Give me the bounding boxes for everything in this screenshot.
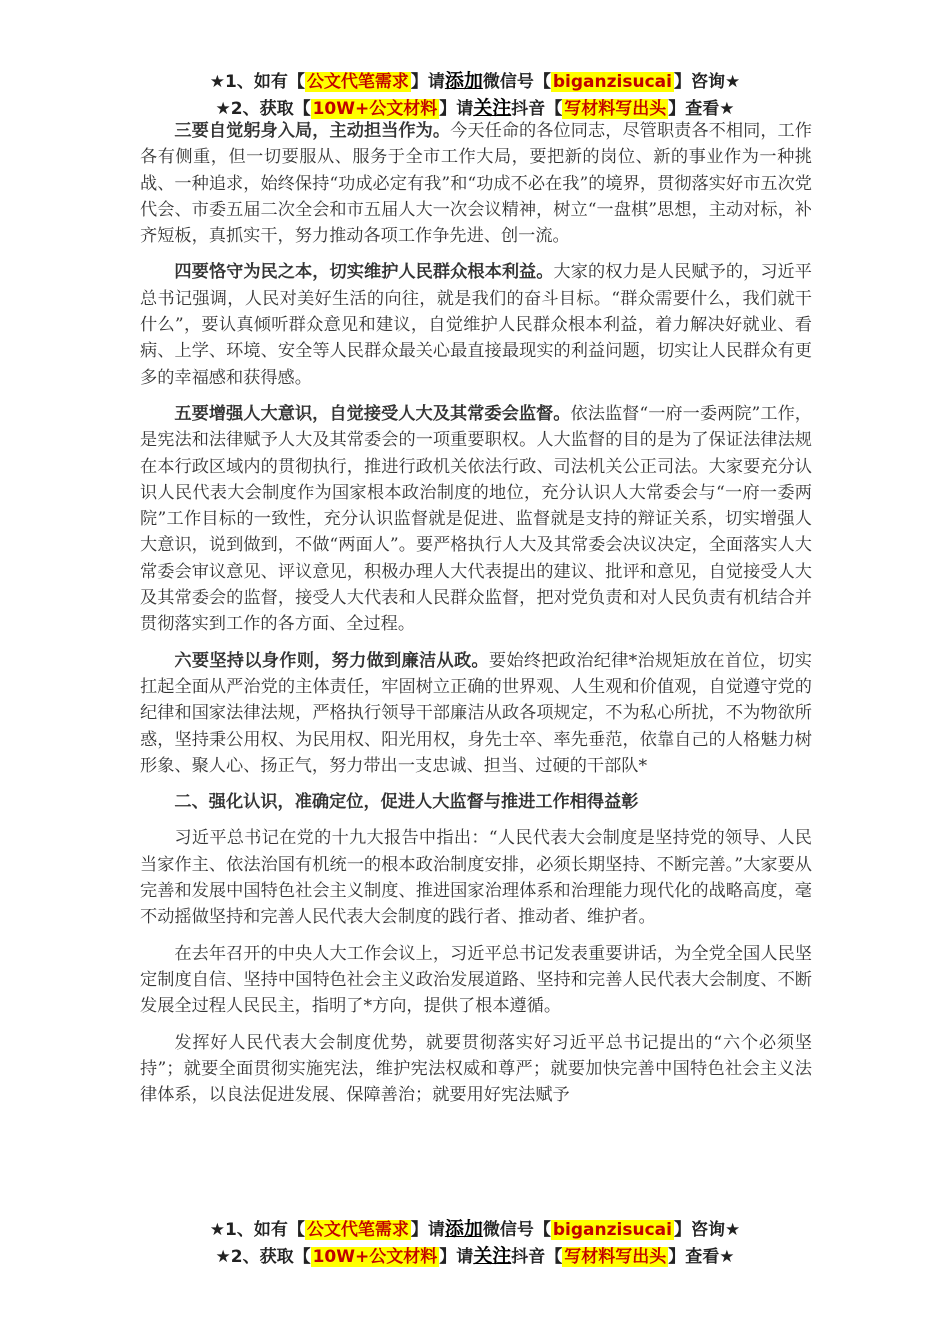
highlight-materials: 10W+公文材料 [312,99,438,119]
footer-banner [0,1216,950,1270]
highlight-ghostwriting: 公文代笔需求 [306,72,409,92]
paragraph-6: 六要坚持以身作则，努力做到廉洁从政。要始终把政治纪律*治规矩放在首位，切实扛起全面从严治党的主体责任，牢固树立正确的世界观、人生观和价值观，自觉遵守党的纪律和国家法律法规，严格执行领导干部廉洁从政各项规定，不为私心所扰，不为物欲所惑，坚持秉公用权、为民用权、阳光用权，身先士卒、率先垂范，依靠自己的人格魅力树形象、聚人心、扬正气，努力带出一支忠诚、担当、过硬的干部队* [140,650,812,776]
banner-line-1: ★1、如有【 公文代笔需求 】请添加微信号【 biganzisucai 】咨询★ [209,70,741,92]
star-icon: ★ [209,72,226,92]
paragraph-body-2: 在去年召开的中央人大工作会议上，习近平总书记发表重要讲话，为全党全国人民坚定制度自信、坚持中国特色社会主义政治发展道路、坚持和完善人民代表大会制度、不断发展全过程人民民主，指明了*方向，提供了根本遵循。 [140,943,812,1017]
star-icon: ★ [215,1247,231,1267]
paragraph-3: 三要自觉躬身入局，主动担当作为。今天任命的各位同志，尽管职责各不相同，工作各有侧重，但一切要服从、服务于全市工作大局，要把新的岗位、新的事业作为一种挑战、一种追求，始终保持“功成必定有我”和“功成不必在我”的境界，贯彻落实好市五次党代会、市委五届二次全会和市五届人大一次会议精神，树立“一盘棋”思想，主动对标，补齐短板，真抓实干，努力推动各项工作争先进、创一流。 [140,121,812,247]
paragraph-body-3: 发挥好人民代表大会制度优势，就要贯彻落实好习近平总书记提出的“六个必须坚持”；就要全面贯彻实施宪法，维护宪法权威和尊严；就要加快完善中国特色社会主义法律体系，以良法促进发展、保障善治；就要用好宪法赋予 [140,1032,812,1106]
banner-line-1: ★1、如有【 公文代笔需求 】请添加微信号【 biganzisucai 】咨询★ [209,1218,741,1240]
banner-line-2: ★2、获取【 10W+公文材料 】请关注抖音【 写材料写出头 】查看★ [215,1245,735,1267]
banner-line-2: ★2、获取【 10W+公文材料 】请关注抖音【 写材料写出头 】查看★ [215,97,735,119]
paragraph-5: 五要增强人大意识，自觉接受人大及其常委会监督。依法监督“一府一委两院”工作，是宪法和法律赋予人大及其常委会的一项重要职权。人大监督的目的是为了保证法律法规在本行政区域内的贯彻执行，推进行政机关依法行政、司法机关公正司法。大家要充分认识人民代表大会制度作为国家根本政治制度的地位，充分认识人大常委会与“一府一委两院”工作目标的一致性，充分认识监督就是促进、监督就是支持的辩证关系，切实增强人大意识，说到做到，不做“两面人”。要严格执行人大及其常委会决议决定，全面落实人大常委会审议意见、评议意见，积极办理人大代表提出的建议、批评和意见，自觉接受人大及其常委会的监督，接受人大代表和人民群众监督，把对党负责和对人民负责有机结合并贯彻落实到工作的各方面、全过程。 [140,403,812,635]
star-icon: ★ [209,1220,226,1240]
star-icon: ★ [215,99,231,119]
document-body [140,118,812,1118]
paragraph-body-1: 习近平总书记在党的十九大报告中指出：“人民代表大会制度是坚持党的领导、人民当家作主、依法治国有机统一的根本政治制度安排，必须长期坚持、不断完善。”大家要从完善和发展中国特色社会主义制度、推进国家治理体系和治理能力现代化的战略高度，毫不动摇做坚持和完善人民代表大会制度的践行者、推动者、维护者。 [140,828,812,928]
highlight-douyin: 写材料写出头 [564,99,667,119]
header-banner [0,68,950,122]
highlight-materials: 10W+公文材料 [312,1247,438,1267]
paragraph-4: 四要恪守为民之本，切实维护人民群众根本利益。大家的权力是人民赋予的，习近平总书记强调，人民对美好生活的向往，就是我们的奋斗目标。“群众需要什么，我们就干什么”，要认真倾听群众意见和建议，自觉维护人民群众根本利益，着力解决好就业、看病、上学、环境、安全等人民群众最关心最直接最现实的利益问题，切实让人民群众有更多的幸福感和获得感。 [140,262,812,388]
section-heading: 二、强化认识，准确定位，促进人大监督与推进工作相得益彰 [174,792,639,813]
highlight-wechat-id: biganzisucai [552,1220,672,1240]
highlight-douyin: 写材料写出头 [564,1247,667,1267]
highlight-wechat-id: biganzisucai [552,72,672,92]
highlight-ghostwriting: 公文代笔需求 [306,1220,409,1240]
